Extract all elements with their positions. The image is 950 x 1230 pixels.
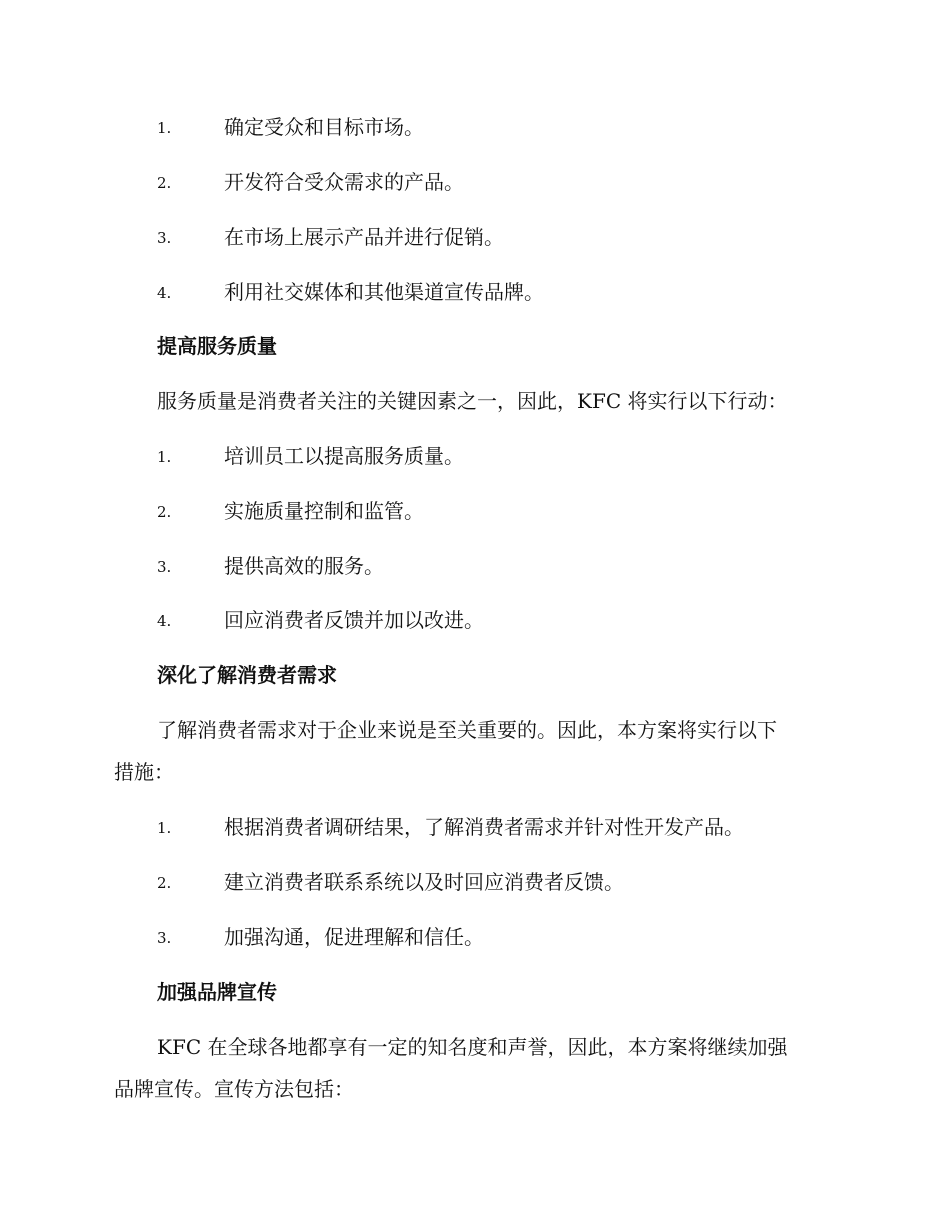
list-item <box>157 222 877 252</box>
list-number: 1. <box>157 119 172 137</box>
list-text: 开发符合受众需求的产品。 <box>224 170 464 194</box>
list-item <box>157 812 877 842</box>
list-item <box>157 441 877 471</box>
list-text: 根据消费者调研结果，了解消费者需求并针对性开发产品。 <box>224 815 744 839</box>
list-item <box>157 867 877 897</box>
section-heading-service: 提高服务质量 <box>157 334 277 358</box>
list-number: 3. <box>157 558 172 576</box>
list-item <box>157 496 877 526</box>
list-item <box>157 167 877 197</box>
list-number: 1. <box>157 448 172 466</box>
list-number: 4. <box>157 612 172 630</box>
list-item <box>157 551 877 581</box>
paragraph-line: KFC 在全球各地都享有一定的知名度和声誉，因此，本方案将继续加强 <box>157 1035 788 1059</box>
list-number: 2. <box>157 874 172 892</box>
list-text: 建立消费者联系系统以及时回应消费者反馈。 <box>224 870 624 894</box>
section-heading-needs: 深化了解消费者需求 <box>157 663 337 687</box>
list-number: 2. <box>157 174 172 192</box>
paragraph-line: 措施： <box>114 760 174 784</box>
list-number: 1. <box>157 819 172 837</box>
list-text: 培训员工以提高服务质量。 <box>224 444 464 468</box>
list-text: 确定受众和目标市场。 <box>224 115 424 139</box>
list-number: 3. <box>157 229 172 247</box>
paragraph-line: 品牌宣传。宣传方法包括： <box>114 1077 354 1101</box>
list-text: 提供高效的服务。 <box>224 554 384 578</box>
list-text: 回应消费者反馈并加以改进。 <box>224 608 484 632</box>
list-text: 在市场上展示产品并进行促销。 <box>224 225 504 249</box>
list-text: 加强沟通，促进理解和信任。 <box>224 925 484 949</box>
paragraph-line: 了解消费者需求对于企业来说是至关重要的。因此，本方案将实行以下 <box>157 718 777 742</box>
list-item <box>157 605 877 635</box>
list-number: 3. <box>157 929 172 947</box>
list-text: 实施质量控制和监管。 <box>224 499 424 523</box>
paragraph-line: 服务质量是消费者关注的关键因素之一，因此，KFC 将实行以下行动： <box>157 389 788 413</box>
list-item <box>157 922 877 952</box>
list-number: 2. <box>157 503 172 521</box>
list-item <box>157 277 877 307</box>
list-item <box>157 112 877 142</box>
section-heading-brand: 加强品牌宣传 <box>157 980 277 1004</box>
list-text: 利用社交媒体和其他渠道宣传品牌。 <box>224 280 544 304</box>
list-number: 4. <box>157 284 172 302</box>
